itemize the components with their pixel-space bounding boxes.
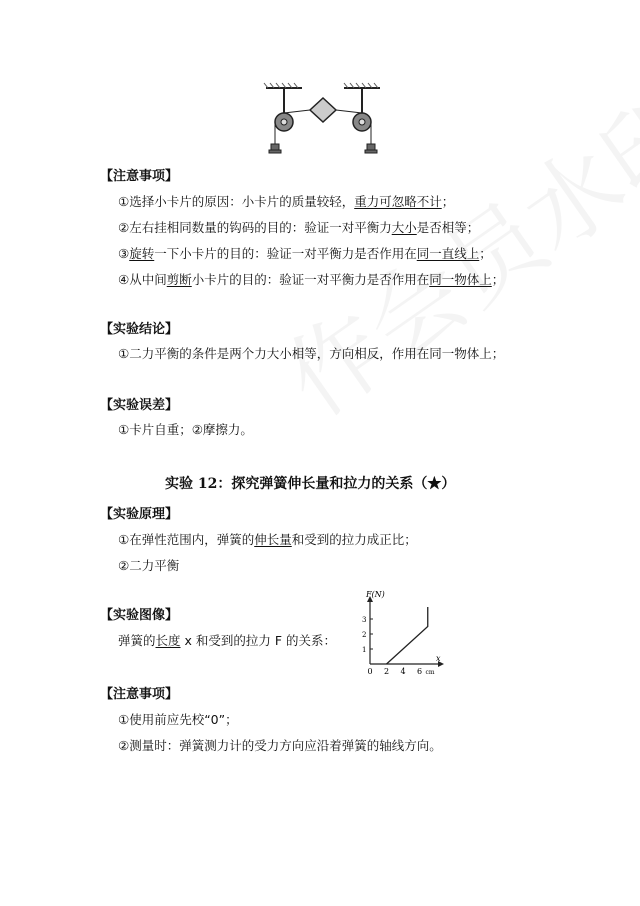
note-item-2: ②左右挂相同数量的钩码的目的：验证一对平衡力大小是否相等；	[118, 220, 480, 235]
x-axis-label: x	[436, 654, 441, 663]
force-length-chart	[350, 588, 450, 680]
note-2-item-1: ①使用前应先校“0”；	[118, 712, 238, 727]
principle-line-2: ②二力平衡	[118, 558, 180, 573]
note-item-1: ①选择小卡片的原因：小卡片的质量较轻，重力可忽略不计；	[118, 194, 455, 209]
experiment-title: 实验 12：探究弹簧伸长量和拉力的关系（★）	[165, 476, 456, 492]
graph-description: 弹簧的长度 x 和受到的拉力 F 的关系：	[118, 633, 337, 648]
principle-line-1: ①在弹性范围内，弹簧的伸长量和受到的拉力成正比；	[118, 532, 417, 547]
graph-heading: 【实验图像】	[100, 608, 179, 623]
error-heading: 【实验误差】	[100, 398, 179, 413]
x-tick-label: 4	[400, 667, 406, 676]
x-tick-label: 0	[367, 667, 373, 676]
notes-heading-2: 【注意事项】	[100, 687, 179, 702]
conclusion-heading: 【实验结论】	[100, 322, 179, 337]
notes-heading: 【注意事项】	[100, 169, 179, 184]
y-tick-label: 1	[362, 646, 367, 654]
data-line	[387, 607, 428, 664]
error-text: ①卡片自重；②摩擦力。	[118, 422, 253, 437]
y-axis-label: F(N)	[366, 590, 385, 599]
y-tick-label: 2	[362, 631, 367, 639]
principle-heading: 【实验原理】	[100, 507, 179, 522]
pulley-apparatus-diagram	[258, 82, 388, 162]
x-unit-label: cm	[425, 669, 435, 676]
x-tick-label: 2	[384, 667, 390, 676]
note-2-item-2: ②测量时：弹簧测力计的受力方向应沿着弹簧的轴线方向。	[118, 738, 442, 753]
conclusion-text: ①二力平衡的条件是两个力大小相等，方向相反，作用在同一物体上；	[118, 346, 505, 361]
x-tick-label: 6	[417, 667, 423, 676]
note-item-3: ③旋转一下小卡片的目的：验证一对平衡力是否作用在同一直线上；	[118, 246, 492, 261]
y-tick-label: 3	[362, 616, 367, 624]
note-item-4: ④从中间剪断小卡片的目的：验证一对平衡力是否作用在同一物体上；	[118, 272, 505, 287]
